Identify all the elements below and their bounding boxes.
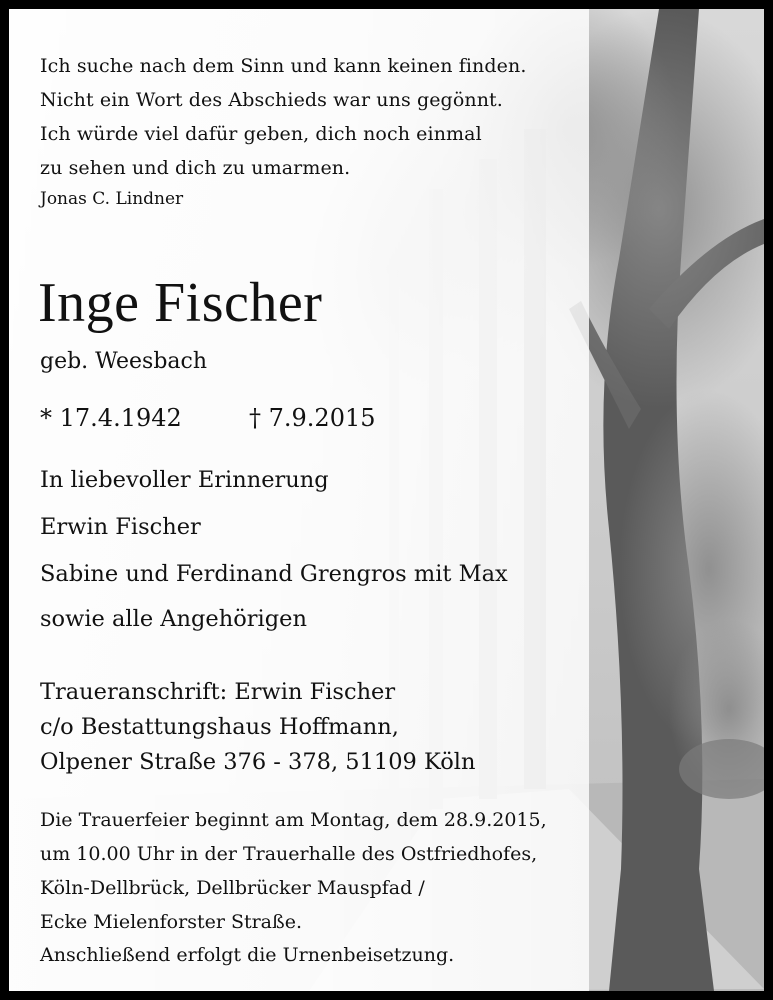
service-line: Die Trauerfeier beginnt am Montag, dem 28.9.2015, — [40, 809, 547, 831]
quote-author: Jonas C. Lindner — [40, 189, 184, 209]
mourning-address-line: Olpener Straße 376 - 378, 51109 Köln — [40, 749, 476, 775]
mourning-address-line: c/o Bestattungshaus Hoffmann, — [40, 714, 399, 740]
deceased-name: Inge Fischer — [38, 272, 323, 334]
service-line: Anschließend erfolgt die Urnenbeisetzung. — [40, 944, 455, 966]
death-date: † 7.9.2015 — [249, 404, 376, 432]
service-line: Köln-Dellbrück, Dellbrücker Mauspfad / — [40, 877, 425, 899]
quote-line: Ich suche nach dem Sinn und kann keinen finden. — [40, 55, 527, 77]
quote-line: zu sehen und dich zu umarmen. — [40, 157, 351, 179]
quote-line: Nicht ein Wort des Abschieds war uns gegönnt. — [40, 89, 503, 111]
service-line: Ecke Mielenforster Straße. — [40, 911, 302, 933]
birth-date: * 17.4.1942 — [40, 404, 182, 432]
mourner-name: sowie alle Angehörigen — [40, 606, 307, 632]
quote-line: Ich würde viel dafür geben, dich noch einmal — [40, 123, 482, 145]
birth-name: geb. Weesbach — [40, 349, 208, 374]
mourning-address-line: Traueranschrift: Erwin Fischer — [40, 679, 396, 705]
service-line: um 10.00 Uhr in der Trauerhalle des Ostfriedhofes, — [40, 843, 538, 865]
mourner-name: Sabine und Ferdinand Grengros mit Max — [40, 561, 508, 587]
mourner-name: Erwin Fischer — [40, 514, 201, 540]
mourners-intro: In liebevoller Erinnerung — [40, 467, 329, 493]
